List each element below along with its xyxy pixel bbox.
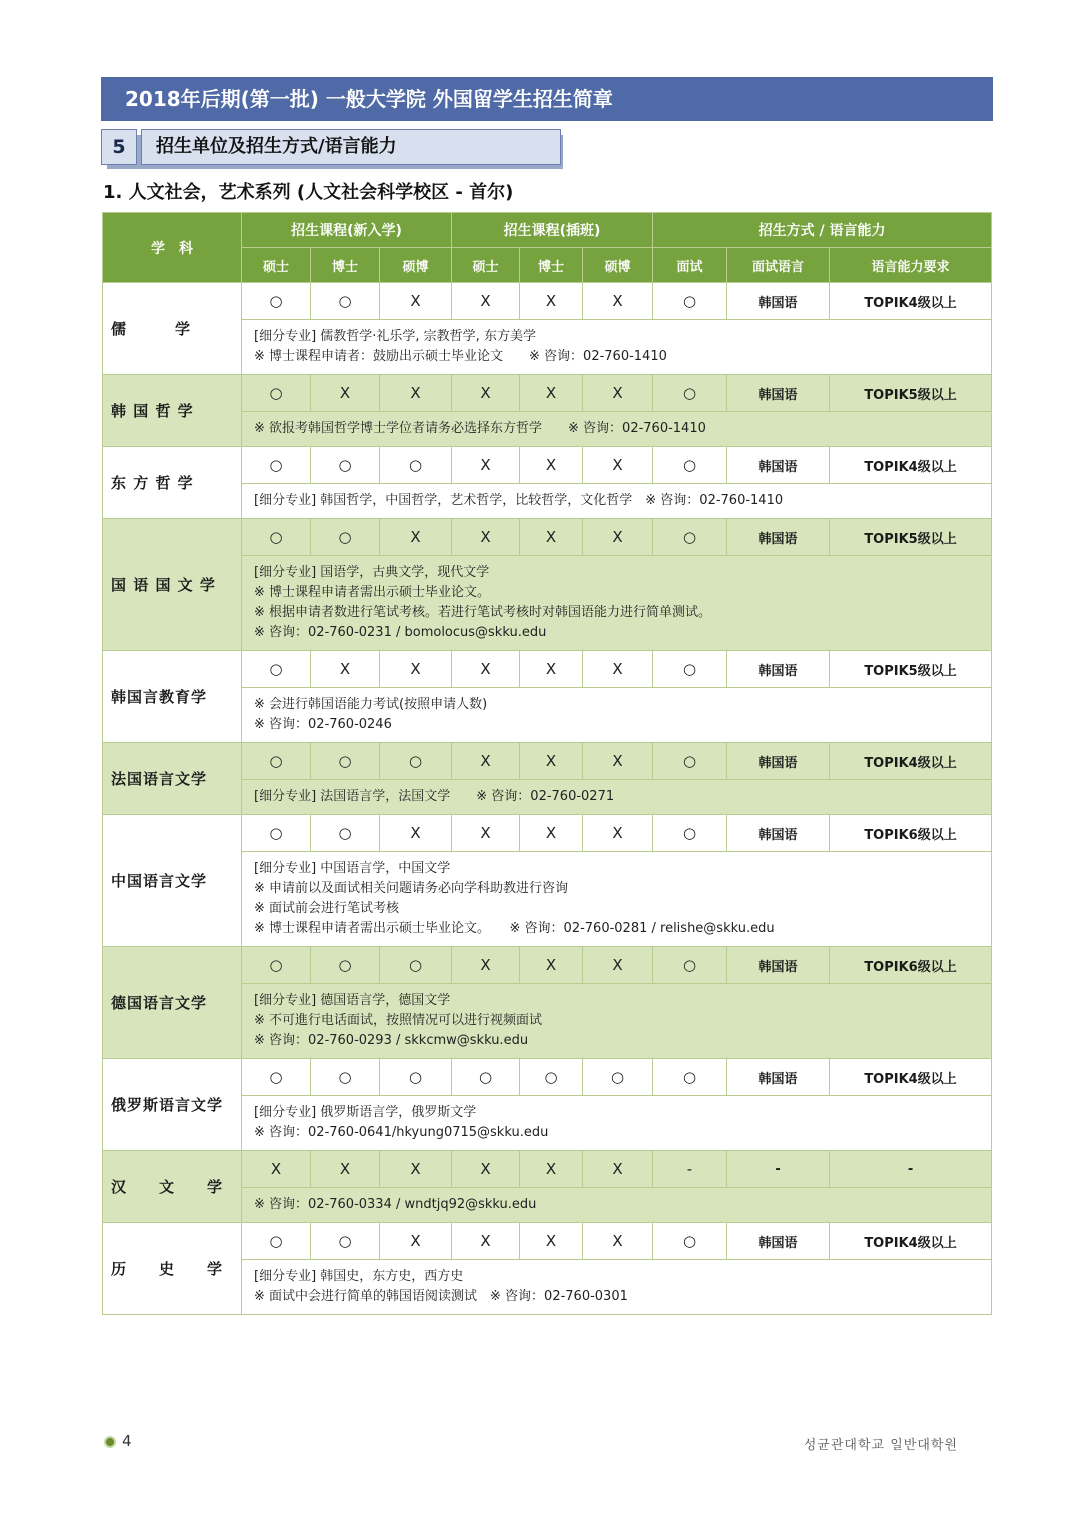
interview-language: 韩国语 xyxy=(727,947,830,984)
availability-mark: X xyxy=(583,743,653,780)
availability-mark: X xyxy=(311,1151,380,1188)
notes-cell xyxy=(242,1188,992,1223)
availability-mark: X xyxy=(452,447,520,484)
note-line: ※ 博士课程申请者：鼓励出示硕士毕业论文 ※ 咨询：02-760-1410 xyxy=(254,349,667,364)
header-master: 硕士 xyxy=(242,248,311,283)
subject-name: 法国语言文学 xyxy=(103,743,242,815)
interview-language: 韩国语 xyxy=(727,743,830,780)
availability-mark: X xyxy=(583,447,653,484)
table-row xyxy=(103,947,992,984)
availability-mark: X xyxy=(380,815,452,852)
note-line: ※ 咨询：02-760-0334 / wndtjq92@skku.edu xyxy=(254,1197,537,1212)
availability-mark: ○ xyxy=(242,519,311,556)
availability-mark: X xyxy=(452,1151,520,1188)
availability-mark: ○ xyxy=(242,1223,311,1260)
interview-language: - xyxy=(727,1151,830,1188)
availability-mark: ○ xyxy=(653,815,727,852)
header-combined-transfer: 硕博 xyxy=(583,248,653,283)
availability-mark: X xyxy=(583,947,653,984)
availability-mark: X xyxy=(311,651,380,688)
note-line: ※ 咨询：02-760-0231 / bomolocus@skku.edu xyxy=(254,625,547,640)
admissions-table xyxy=(102,212,992,1315)
availability-mark: X xyxy=(380,1151,452,1188)
availability-mark: ○ xyxy=(311,283,380,320)
availability-mark: X xyxy=(583,519,653,556)
bullet-icon xyxy=(104,1436,116,1448)
header-master-transfer: 硕士 xyxy=(452,248,520,283)
availability-mark: ○ xyxy=(380,947,452,984)
header-interview: 面试 xyxy=(653,248,727,283)
table-row xyxy=(103,283,992,320)
language-requirement: TOPIK5级以上 xyxy=(830,519,992,556)
availability-mark: X xyxy=(583,1151,653,1188)
header-combined: 硕博 xyxy=(380,248,452,283)
availability-mark: X xyxy=(520,447,583,484)
availability-mark: ○ xyxy=(311,447,380,484)
availability-mark: ○ xyxy=(242,651,311,688)
note-line: ※ 申请前以及面试相关问题请务必向学科助教进行咨询 xyxy=(254,881,569,896)
availability-mark: X xyxy=(452,947,520,984)
note-line: ※ 会进行韩国语能力考试(按照申请人数) xyxy=(254,697,488,712)
availability-mark: ○ xyxy=(242,375,311,412)
section-heading xyxy=(101,129,571,169)
availability-mark: X xyxy=(380,651,452,688)
availability-mark: ○ xyxy=(520,1059,583,1096)
notes-cell xyxy=(242,688,992,743)
note-line: ※ 面试前会进行笔试考核 xyxy=(254,901,400,916)
interview-language: 韩国语 xyxy=(727,1223,830,1260)
language-requirement: TOPIK4级以上 xyxy=(830,283,992,320)
availability-mark: ○ xyxy=(653,743,727,780)
availability-mark: X xyxy=(583,651,653,688)
language-requirement: TOPIK5级以上 xyxy=(830,651,992,688)
language-requirement: TOPIK5级以上 xyxy=(830,375,992,412)
note-line: [细分专业] 俄罗斯语言学，俄罗斯文学 xyxy=(254,1105,477,1120)
notes-cell xyxy=(242,320,992,375)
table-row xyxy=(103,815,992,852)
table-row xyxy=(103,375,992,412)
header-subject: 学 科 xyxy=(103,213,242,283)
table-row xyxy=(103,743,992,780)
availability-mark: ○ xyxy=(311,1223,380,1260)
header-method: 招生方式 / 语言能力 xyxy=(653,213,992,248)
availability-mark: ○ xyxy=(242,947,311,984)
availability-mark: ○ xyxy=(653,1059,727,1096)
table-row xyxy=(103,1223,992,1260)
note-line: ※ 根据申请者数进行笔试考核。若进行笔试考核时对韩国语能力进行简单测试。 xyxy=(254,605,712,620)
note-line: ※ 博士课程申请者需出示硕士毕业论文。 xyxy=(254,585,491,600)
note-line: [细分专业] 儒教哲学·礼乐学, 宗教哲学, 东方美学 xyxy=(254,329,536,344)
availability-mark: X xyxy=(520,651,583,688)
header-transfer: 招生课程(插班) xyxy=(452,213,653,248)
availability-mark: X xyxy=(583,815,653,852)
availability-mark: ○ xyxy=(653,1223,727,1260)
notes-cell xyxy=(242,852,992,947)
notes-cell xyxy=(242,412,992,447)
notes-cell xyxy=(242,484,992,519)
availability-mark: ○ xyxy=(653,375,727,412)
availability-mark: X xyxy=(520,519,583,556)
note-line: ※ 咨询：02-760-0293 / skkcmw@skku.edu xyxy=(254,1033,529,1048)
availability-mark: ○ xyxy=(653,519,727,556)
availability-mark: X xyxy=(242,1151,311,1188)
header-doctor-transfer: 博士 xyxy=(520,248,583,283)
header-language-requirement: 语言能力要求 xyxy=(830,248,992,283)
header-doctor: 博士 xyxy=(311,248,380,283)
interview-language: 韩国语 xyxy=(727,447,830,484)
availability-mark: ○ xyxy=(380,447,452,484)
availability-mark: ○ xyxy=(653,651,727,688)
availability-mark: X xyxy=(583,1223,653,1260)
availability-mark: X xyxy=(452,1223,520,1260)
note-line: ※ 欲报考韩国哲学博士学位者请务必选择东方哲学 ※ 咨询：02-760-1410 xyxy=(254,421,706,436)
availability-mark: X xyxy=(380,375,452,412)
availability-mark: ○ xyxy=(380,1059,452,1096)
language-requirement: - xyxy=(830,1151,992,1188)
note-line: ※ 咨询：02-760-0246 xyxy=(254,717,392,732)
subject-name: 俄罗斯语言文学 xyxy=(103,1059,242,1151)
interview-language: 韩国语 xyxy=(727,375,830,412)
notes-cell xyxy=(242,984,992,1059)
subject-name: 韩 国 哲 学 xyxy=(103,375,242,447)
availability-mark: ○ xyxy=(242,1059,311,1096)
section-number: 5 xyxy=(101,129,137,165)
note-line: ※ 面试中会进行简单的韩国语阅读测试 ※ 咨询：02-760-0301 xyxy=(254,1289,628,1304)
availability-mark: X xyxy=(311,375,380,412)
availability-mark: X xyxy=(520,283,583,320)
table-row xyxy=(103,1151,992,1188)
availability-mark: X xyxy=(452,519,520,556)
availability-mark: X xyxy=(520,743,583,780)
availability-mark: X xyxy=(380,519,452,556)
page-number-text: 4 xyxy=(122,1432,132,1450)
note-line: ※ 咨询：02-760-0641/hkyung0715@skku.edu xyxy=(254,1125,549,1140)
language-requirement: TOPIK4级以上 xyxy=(830,1223,992,1260)
notes-cell xyxy=(242,780,992,815)
document-banner: 2018年后期(第一批) 一般大学院 外国留学生招生简章 xyxy=(101,77,993,121)
availability-mark: ○ xyxy=(242,743,311,780)
header-new-admission: 招生课程(新入学) xyxy=(242,213,452,248)
availability-mark: X xyxy=(520,1151,583,1188)
subject-name: 国 语 国 文 学 xyxy=(103,519,242,651)
availability-mark: X xyxy=(520,815,583,852)
interview-language: 韩国语 xyxy=(727,815,830,852)
table-row xyxy=(103,651,992,688)
subsection-title: 1. 人文社会，艺术系列 (人文社会科学校区 - 首尔) xyxy=(103,182,514,203)
availability-mark: ○ xyxy=(311,815,380,852)
section-title: 招生单位及招生方式/语言能力 xyxy=(141,129,561,165)
subject-name: 历 史 学 xyxy=(103,1223,242,1315)
availability-mark: ○ xyxy=(380,743,452,780)
availability-mark: ○ xyxy=(653,283,727,320)
availability-mark: - xyxy=(653,1151,727,1188)
table-row xyxy=(103,519,992,556)
note-line: [细分专业] 德国语言学，德国文学 xyxy=(254,993,451,1008)
availability-mark: ○ xyxy=(242,447,311,484)
availability-mark: ○ xyxy=(653,947,727,984)
availability-mark: X xyxy=(452,815,520,852)
availability-mark: ○ xyxy=(311,947,380,984)
availability-mark: X xyxy=(452,651,520,688)
availability-mark: X xyxy=(380,283,452,320)
note-line: [细分专业] 中国语言学，中国文学 xyxy=(254,861,451,876)
note-line: ※ 博士课程申请者需出示硕士毕业论文。 ※ 咨询：02-760-0281 / relishe@skku.edu xyxy=(254,921,775,936)
availability-mark: ○ xyxy=(242,283,311,320)
school-name: 성균관대학교 일반대학원 xyxy=(803,1438,958,1453)
availability-mark: X xyxy=(583,375,653,412)
availability-mark: ○ xyxy=(311,519,380,556)
header-interview-language: 面试语言 xyxy=(727,248,830,283)
availability-mark: ○ xyxy=(311,743,380,780)
interview-language: 韩国语 xyxy=(727,519,830,556)
availability-mark: X xyxy=(452,743,520,780)
availability-mark: X xyxy=(452,375,520,412)
availability-mark: X xyxy=(520,375,583,412)
subject-name: 韩国言教育学 xyxy=(103,651,242,743)
availability-mark: X xyxy=(583,283,653,320)
availability-mark: X xyxy=(452,283,520,320)
language-requirement: TOPIK6级以上 xyxy=(830,947,992,984)
notes-cell xyxy=(242,1096,992,1151)
subject-name: 中国语言文学 xyxy=(103,815,242,947)
availability-mark: X xyxy=(520,947,583,984)
interview-language: 韩国语 xyxy=(727,1059,830,1096)
table-row xyxy=(103,1059,992,1096)
interview-language: 韩国语 xyxy=(727,283,830,320)
note-line: [细分专业] 韩国史，东方史，西方史 xyxy=(254,1269,464,1284)
interview-language: 韩国语 xyxy=(727,651,830,688)
notes-cell xyxy=(242,1260,992,1315)
availability-mark: X xyxy=(380,1223,452,1260)
availability-mark: ○ xyxy=(311,1059,380,1096)
table-row xyxy=(103,447,992,484)
notes-cell xyxy=(242,556,992,651)
language-requirement: TOPIK6级以上 xyxy=(830,815,992,852)
language-requirement: TOPIK4级以上 xyxy=(830,447,992,484)
note-line: [细分专业] 法国语言学，法国文学 ※ 咨询：02-760-0271 xyxy=(254,789,615,804)
note-line: [细分专业] 韩国哲学，中国哲学，艺术哲学，比较哲学，文化哲学 ※ 咨询：02-760-1410 xyxy=(254,493,784,508)
page-number xyxy=(104,1432,132,1450)
availability-mark: ○ xyxy=(242,815,311,852)
subject-name: 汉 文 学 xyxy=(103,1151,242,1223)
subject-name: 儒 学 xyxy=(103,283,242,375)
availability-mark: ○ xyxy=(583,1059,653,1096)
availability-mark: ○ xyxy=(452,1059,520,1096)
note-line: ※ 不可進行电话面试，按照情况可以进行视频面试 xyxy=(254,1013,543,1028)
subject-name: 德国语言文学 xyxy=(103,947,242,1059)
note-line: [细分专业] 国语学，古典文学，现代文学 xyxy=(254,565,490,580)
table-body xyxy=(103,283,992,1315)
subject-name: 东 方 哲 学 xyxy=(103,447,242,519)
language-requirement: TOPIK4级以上 xyxy=(830,1059,992,1096)
language-requirement: TOPIK4级以上 xyxy=(830,743,992,780)
availability-mark: X xyxy=(520,1223,583,1260)
availability-mark: ○ xyxy=(653,447,727,484)
